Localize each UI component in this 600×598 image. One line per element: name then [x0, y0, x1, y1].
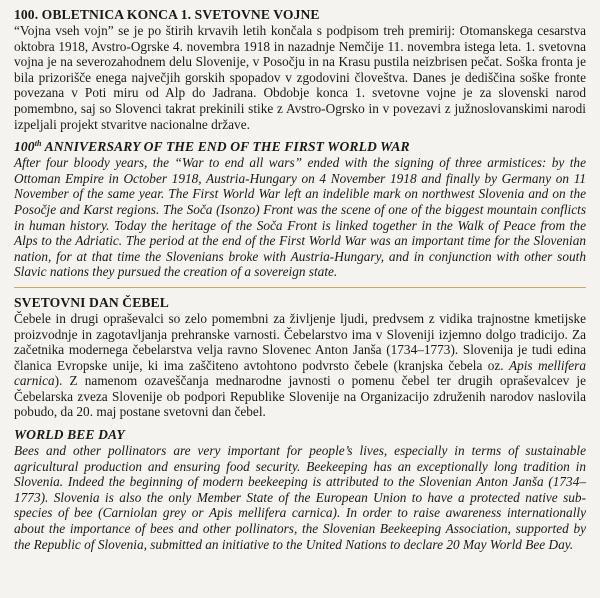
section-body: “Vojna vseh vojn” se je po štirih krvavih letih končala s podpisom treh premirij: Otomanskega cesarstva oktobra 1918, Avstro-Ogrske 4. novembra 1918 in nazadnje Nemčije 11. novembra istega leta. 1. svetovna vojna je na severozahodnem delu Slovenije, v Posočju in na Krasu pustila neizbrisen pečat. Soška fronta je bila prizorišče enega največjih gorskih spopadov v zgodovini človeštva. Danes je dediščina soške fronte povezana v Poti miru od Alp do Jadrana. Obdobje konca 1. svetovne vojne je za slovenski narod pomembno, saj so Slovenci takrat prekinili stike z Avstro-Ogrsko in v povezavi z južnoslovanskimi narodi izpeljali projekt stvaritve nacionalne države.	[14, 23, 586, 132]
section-body: After four bloody years, the “War to end all wars” ended with the signing of three armistices: by the Ottoman Empire in October 1918, Austria-Hungary on 4 November 1918 and finally by Germany on 11 November of the same year. The First World War left an indelible mark on northwest Slovenia and on the Posočje and Karst regions. The Soča (Isonzo) Front was the scene of one of the biggest mountain conflicts in human history. Today the heritage of the Soča Front is linked together in the Walk of Peace from the Alps to the Adriatic. The period at the end of the First World War was an important time for the Slovenian nation, for at that time the Slovenians broke with Austria-Hungary, and in conjunction with other south Slavic nations they pursued the creation of a sovereign state.	[14, 155, 586, 280]
section-heading: 100. OBLETNICA KONCA 1. SVETOVNE VOJNE	[14, 7, 320, 22]
heading-number: 100	[14, 139, 35, 155]
section-wwi-slovenian	[14, 6, 586, 132]
body-text-part: ). Z namenom ozaveščanja mednarodne javnosti o pomenu čebel ter drugih opraševalcev je Čebelarska zveza Slovenije ob podpori Republike Slovenije na Organizacijo združenih narodov naslovila pobudo, da 20. maj postane svetovni dan čebel.	[14, 373, 586, 420]
section-bee-day-slovenian	[14, 294, 586, 420]
section-body: Bees and other pollinators are very important for people’s lives, especially in terms of sustainable agricultural production and ensuring food security. Beekeeping has an exceptionally long tradition in Slovenia. Indeed the beginning of modern beekeeping is attributed to the Slovenian Anton Janša (1734–1773). Slovenia is also the only Member State of the European Union to have a protected native sub-species of bee (Carniolan grey or Apis mellifera carnica). In order to raise awareness internationally about the importance of bees and other pollinators, the Slovenian Beekeeping Association, supported by the Republic of Slovenia, submitted an initiative to the United Nations to declare 20 May World Bee Day.	[14, 443, 586, 552]
heading-ordinal-suffix: th	[34, 139, 42, 149]
section-divider	[14, 287, 586, 288]
section-heading: SVETOVNI DAN ČEBEL	[14, 294, 169, 310]
section-bee-day-english	[14, 426, 586, 552]
section-heading: WORLD BEE DAY	[14, 427, 125, 443]
section-body	[14, 311, 586, 420]
heading-text: ANNIVERSARY OF THE END OF THE FIRST WORLD WAR	[41, 139, 410, 155]
section-heading	[14, 138, 586, 155]
body-text-part: Čebele in drugi opraševalci so zelo pomembni za življenje ljudi, predvsem z vidika trajnostne kmetijske proizvodnje in zagotavljanja prehranske varnosti. Čebelarstvo ima v Sloveniji izjemno dolgo tradicijo. Za začetnika modernega čebelarstva velja ravno Slovenec Anton Janša (1734–1773). Slovenija je tudi edina članica Evropske unije, ki ima zaščiteno avtohtono podvrsto čebele (kranjska čebela oz.	[14, 310, 586, 373]
body-text-species-name: Apis mellifera carnica	[14, 357, 586, 389]
section-wwi-english	[14, 138, 586, 280]
